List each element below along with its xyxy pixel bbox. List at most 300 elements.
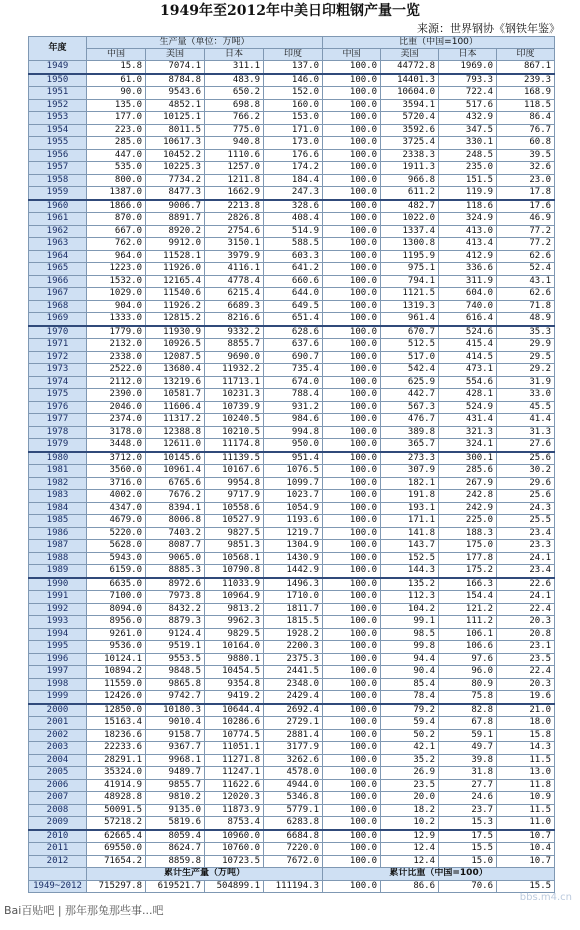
- value-cell: 1029.0: [87, 288, 146, 301]
- value-cell: 10527.9: [205, 515, 264, 528]
- value-cell: 100.0: [323, 87, 381, 100]
- value-cell: 12850.0: [87, 704, 146, 717]
- value-cell: 482.7: [381, 200, 439, 213]
- value-cell: 674.0: [264, 376, 323, 389]
- table-row: [29, 843, 555, 856]
- value-cell: 10240.5: [205, 414, 264, 427]
- value-cell: 100.0: [323, 99, 381, 112]
- value-cell: 10124.1: [87, 653, 146, 666]
- value-cell: 904.0: [87, 300, 146, 313]
- value-cell: 57218.2: [87, 817, 146, 830]
- value-cell: 153.0: [264, 112, 323, 125]
- value-cell: 100.0: [323, 376, 381, 389]
- value-cell: 3725.4: [381, 137, 439, 150]
- value-cell: 100.0: [323, 200, 381, 213]
- value-cell: 8011.5: [146, 124, 205, 137]
- table-row: [29, 527, 555, 540]
- value-cell: 412.9: [439, 250, 497, 263]
- value-cell: 20.0: [381, 792, 439, 805]
- value-cell: 931.2: [264, 401, 323, 414]
- value-cell: 100.0: [323, 137, 381, 150]
- value-cell: 10774.5: [205, 729, 264, 742]
- value-cell: 542.4: [381, 364, 439, 377]
- value-cell: 29.9: [497, 339, 555, 352]
- value-cell: 10145.6: [146, 452, 205, 465]
- year-cell: 2006: [29, 779, 87, 792]
- value-cell: 2374.0: [87, 414, 146, 427]
- value-cell: 365.7: [381, 439, 439, 452]
- summary-label-row: [29, 868, 555, 881]
- value-cell: 100.0: [323, 465, 381, 478]
- value-cell: 2213.8: [205, 200, 264, 213]
- value-cell: 413.4: [439, 238, 497, 251]
- value-cell: 8059.4: [146, 830, 205, 843]
- value-cell: 11139.5: [205, 452, 264, 465]
- value-cell: 11622.6: [205, 779, 264, 792]
- year-cell: 1994: [29, 628, 87, 641]
- value-cell: 14401.3: [381, 74, 439, 87]
- value-cell: 3150.1: [205, 238, 264, 251]
- value-cell: 8087.7: [146, 540, 205, 553]
- value-cell: 23.3: [497, 540, 555, 553]
- value-cell: 9124.4: [146, 628, 205, 641]
- year-header: 年度: [29, 37, 87, 61]
- value-cell: 9829.5: [205, 628, 264, 641]
- value-cell: 11051.1: [205, 742, 264, 755]
- value-cell: 428.1: [439, 389, 497, 402]
- year-cell: 1974: [29, 376, 87, 389]
- value-cell: 62.6: [497, 288, 555, 301]
- summary-cell: 504899.1: [205, 880, 264, 893]
- value-cell: 11540.6: [146, 288, 205, 301]
- value-cell: 160.0: [264, 99, 323, 112]
- year-cell: 1989: [29, 565, 87, 578]
- value-cell: 50.2: [381, 729, 439, 742]
- value-cell: 23.0: [497, 174, 555, 187]
- value-cell: 154.4: [439, 591, 497, 604]
- column-header: 日本: [439, 49, 497, 61]
- year-cell: 1986: [29, 527, 87, 540]
- value-cell: 25.5: [497, 515, 555, 528]
- value-cell: 9261.0: [87, 628, 146, 641]
- value-cell: 9813.2: [205, 603, 264, 616]
- value-cell: 79.2: [381, 704, 439, 717]
- value-cell: 11174.8: [205, 439, 264, 452]
- value-cell: 1442.9: [264, 565, 323, 578]
- value-cell: 1054.9: [264, 502, 323, 515]
- year-cell: 1999: [29, 691, 87, 704]
- value-cell: 11932.2: [205, 364, 264, 377]
- table-row: [29, 603, 555, 616]
- year-cell: 1975: [29, 389, 87, 402]
- value-cell: 15.8: [87, 61, 146, 74]
- value-cell: 588.5: [264, 238, 323, 251]
- value-cell: 2348.0: [264, 678, 323, 691]
- value-cell: 408.4: [264, 213, 323, 226]
- value-cell: 10167.6: [205, 465, 264, 478]
- table-row: [29, 300, 555, 313]
- value-cell: 9810.2: [146, 792, 205, 805]
- value-cell: 18.2: [381, 804, 439, 817]
- year-cell: 1997: [29, 666, 87, 679]
- value-cell: 7676.2: [146, 490, 205, 503]
- value-cell: 1110.6: [205, 149, 264, 162]
- value-cell: 347.5: [439, 124, 497, 137]
- value-cell: 100.0: [323, 855, 381, 868]
- value-cell: 59.4: [381, 717, 439, 730]
- value-cell: 625.9: [381, 376, 439, 389]
- value-cell: 24.6: [439, 792, 497, 805]
- value-cell: 100.0: [323, 149, 381, 162]
- value-cell: 8956.0: [87, 616, 146, 629]
- value-cell: 225.0: [439, 515, 497, 528]
- value-cell: 6765.6: [146, 477, 205, 490]
- value-cell: 10210.5: [205, 426, 264, 439]
- value-cell: 33.0: [497, 389, 555, 402]
- value-cell: 100.0: [323, 515, 381, 528]
- year-cell: 2012: [29, 855, 87, 868]
- value-cell: 100.0: [323, 817, 381, 830]
- value-cell: 2729.1: [264, 717, 323, 730]
- value-cell: 649.5: [264, 300, 323, 313]
- value-cell: 100.0: [323, 326, 381, 339]
- value-cell: 77.2: [497, 225, 555, 238]
- value-cell: 1193.6: [264, 515, 323, 528]
- value-cell: 10739.9: [205, 401, 264, 414]
- value-cell: 191.8: [381, 490, 439, 503]
- value-cell: 7734.2: [146, 174, 205, 187]
- value-cell: 535.0: [87, 162, 146, 175]
- column-header: 印度: [497, 49, 555, 61]
- value-cell: 616.4: [439, 313, 497, 326]
- value-cell: 9717.9: [205, 490, 264, 503]
- value-cell: 1779.0: [87, 326, 146, 339]
- value-cell: 41.4: [497, 414, 555, 427]
- value-cell: 12.9: [381, 830, 439, 843]
- value-cell: 27.6: [497, 439, 555, 452]
- year-cell: 1950: [29, 74, 87, 87]
- value-cell: 60.8: [497, 137, 555, 150]
- year-cell: 1962: [29, 225, 87, 238]
- value-cell: 483.9: [205, 74, 264, 87]
- value-cell: 100.0: [323, 351, 381, 364]
- value-cell: 10.2: [381, 817, 439, 830]
- value-cell: 1099.7: [264, 477, 323, 490]
- value-cell: 80.9: [439, 678, 497, 691]
- value-cell: 135.0: [87, 99, 146, 112]
- value-cell: 2375.3: [264, 653, 323, 666]
- value-cell: 2429.4: [264, 691, 323, 704]
- summary-cell: 111194.3: [264, 880, 323, 893]
- value-cell: 10790.8: [205, 565, 264, 578]
- value-cell: 11.8: [497, 779, 555, 792]
- value-cell: 41914.9: [87, 779, 146, 792]
- value-cell: 7100.0: [87, 591, 146, 604]
- value-cell: 9880.1: [205, 653, 264, 666]
- value-cell: 2881.4: [264, 729, 323, 742]
- value-cell: 10960.0: [205, 830, 264, 843]
- value-cell: 23.5: [381, 779, 439, 792]
- table-row: [29, 162, 555, 175]
- value-cell: 26.9: [381, 767, 439, 780]
- summary-cell: 715297.8: [87, 880, 146, 893]
- value-cell: 141.8: [381, 527, 439, 540]
- table-row: [29, 112, 555, 125]
- table-row: [29, 339, 555, 352]
- table-row: [29, 275, 555, 288]
- value-cell: 414.5: [439, 351, 497, 364]
- value-cell: 311.1: [205, 61, 264, 74]
- table-row: [29, 792, 555, 805]
- value-cell: 15163.4: [87, 717, 146, 730]
- value-cell: 1710.0: [264, 591, 323, 604]
- column-header: 印度: [264, 49, 323, 61]
- value-cell: 135.2: [381, 578, 439, 591]
- value-cell: 1022.0: [381, 213, 439, 226]
- value-cell: 10.7: [497, 855, 555, 868]
- value-cell: 235.0: [439, 162, 497, 175]
- value-cell: 9006.7: [146, 200, 205, 213]
- value-cell: 100.0: [323, 729, 381, 742]
- value-cell: 8885.3: [146, 565, 205, 578]
- value-cell: 7220.0: [264, 843, 323, 856]
- value-cell: 30.2: [497, 465, 555, 478]
- year-cell: 1958: [29, 174, 87, 187]
- value-cell: 10604.0: [381, 87, 439, 100]
- value-cell: 166.3: [439, 578, 497, 591]
- value-cell: 604.0: [439, 288, 497, 301]
- value-cell: 975.1: [381, 263, 439, 276]
- value-cell: 8920.2: [146, 225, 205, 238]
- value-cell: 43.1: [497, 275, 555, 288]
- value-cell: 5779.1: [264, 804, 323, 817]
- value-cell: 514.9: [264, 225, 323, 238]
- value-cell: 90.4: [381, 666, 439, 679]
- value-cell: 15.3: [439, 817, 497, 830]
- value-cell: 50091.5: [87, 804, 146, 817]
- value-cell: 9827.5: [205, 527, 264, 540]
- value-cell: 950.0: [264, 439, 323, 452]
- value-cell: 20.3: [497, 678, 555, 691]
- value-cell: 98.5: [381, 628, 439, 641]
- value-cell: 82.8: [439, 704, 497, 717]
- value-cell: 20.8: [497, 628, 555, 641]
- value-cell: 1223.0: [87, 263, 146, 276]
- value-cell: 22.4: [497, 603, 555, 616]
- year-cell: 2004: [29, 754, 87, 767]
- table-row: [29, 187, 555, 200]
- value-cell: 100.0: [323, 691, 381, 704]
- value-cell: 100.0: [323, 238, 381, 251]
- value-cell: 10.9: [497, 792, 555, 805]
- value-cell: 45.5: [497, 401, 555, 414]
- value-cell: 14.3: [497, 742, 555, 755]
- value-cell: 11930.9: [146, 326, 205, 339]
- value-cell: 100.0: [323, 339, 381, 352]
- value-cell: 11.5: [497, 754, 555, 767]
- value-cell: 23.4: [497, 565, 555, 578]
- value-cell: 100.0: [323, 628, 381, 641]
- ratio-group-header: 比重（中国=100）: [323, 37, 555, 49]
- value-cell: 11873.9: [205, 804, 264, 817]
- table-row: [29, 779, 555, 792]
- value-cell: 9354.8: [205, 678, 264, 691]
- value-cell: 10964.9: [205, 591, 264, 604]
- table-row: [29, 263, 555, 276]
- value-cell: 137.0: [264, 61, 323, 74]
- value-cell: 524.9: [439, 401, 497, 414]
- value-cell: 12426.0: [87, 691, 146, 704]
- value-cell: 9367.7: [146, 742, 205, 755]
- value-cell: 18236.6: [87, 729, 146, 742]
- value-cell: 9912.0: [146, 238, 205, 251]
- value-cell: 171.1: [381, 515, 439, 528]
- table-row: [29, 426, 555, 439]
- value-cell: 1928.2: [264, 628, 323, 641]
- value-cell: 11528.1: [146, 250, 205, 263]
- value-cell: 75.8: [439, 691, 497, 704]
- value-cell: 118.5: [497, 99, 555, 112]
- value-cell: 59.1: [439, 729, 497, 742]
- value-cell: 100.0: [323, 779, 381, 792]
- baidu-tieba-watermark: Bai百贴吧 | 那年那兔那些事...吧: [4, 904, 164, 917]
- value-cell: 8624.7: [146, 843, 205, 856]
- value-cell: 6159.0: [87, 565, 146, 578]
- table-row: [29, 99, 555, 112]
- year-cell: 2001: [29, 717, 87, 730]
- value-cell: 8784.8: [146, 74, 205, 87]
- value-cell: 100.0: [323, 61, 381, 74]
- year-cell: 1960: [29, 200, 87, 213]
- year-cell: 1969: [29, 313, 87, 326]
- value-cell: 6635.0: [87, 578, 146, 591]
- value-cell: 48928.8: [87, 792, 146, 805]
- table-row: [29, 704, 555, 717]
- value-cell: 119.9: [439, 187, 497, 200]
- value-cell: 100.0: [323, 124, 381, 137]
- column-header: 日本: [205, 49, 264, 61]
- value-cell: 3716.0: [87, 477, 146, 490]
- value-cell: 118.6: [439, 200, 497, 213]
- year-cell: 1984: [29, 502, 87, 515]
- value-cell: 11317.2: [146, 414, 205, 427]
- table-row: [29, 855, 555, 868]
- value-cell: 10286.6: [205, 717, 264, 730]
- value-cell: 10581.7: [146, 389, 205, 402]
- table-row: [29, 678, 555, 691]
- value-cell: 8855.7: [205, 339, 264, 352]
- value-cell: 100.0: [323, 804, 381, 817]
- value-cell: 100.0: [323, 288, 381, 301]
- value-cell: 517.6: [439, 99, 497, 112]
- production-group-header: 生产量（单位：万吨）: [87, 37, 323, 49]
- value-cell: 13680.4: [146, 364, 205, 377]
- value-cell: 2200.3: [264, 641, 323, 654]
- value-cell: 4778.4: [205, 275, 264, 288]
- value-cell: 4116.1: [205, 263, 264, 276]
- year-cell: 1954: [29, 124, 87, 137]
- value-cell: 9519.1: [146, 641, 205, 654]
- table-row: [29, 578, 555, 591]
- value-cell: 12.4: [381, 843, 439, 856]
- value-cell: 35324.0: [87, 767, 146, 780]
- year-cell: 1985: [29, 515, 87, 528]
- value-cell: 100.0: [323, 742, 381, 755]
- value-cell: 10164.0: [205, 641, 264, 654]
- year-cell: 1993: [29, 616, 87, 629]
- value-cell: 242.8: [439, 490, 497, 503]
- value-cell: 1662.9: [205, 187, 264, 200]
- value-cell: 100.0: [323, 704, 381, 717]
- value-cell: 267.9: [439, 477, 497, 490]
- value-cell: 100.0: [323, 527, 381, 540]
- year-cell: 1959: [29, 187, 87, 200]
- value-cell: 940.8: [205, 137, 264, 150]
- value-cell: 23.1: [497, 641, 555, 654]
- value-cell: 100.0: [323, 540, 381, 553]
- site-watermark-url: bbs.m4.cn: [519, 892, 572, 903]
- value-cell: 100.0: [323, 678, 381, 691]
- table-row: [29, 213, 555, 226]
- value-cell: 85.4: [381, 678, 439, 691]
- value-cell: 146.0: [264, 74, 323, 87]
- value-cell: 15.5: [439, 843, 497, 856]
- value-cell: 740.0: [439, 300, 497, 313]
- summary-row: [29, 880, 555, 893]
- value-cell: 100.0: [323, 843, 381, 856]
- value-cell: 39.8: [439, 754, 497, 767]
- value-cell: 11606.4: [146, 401, 205, 414]
- value-cell: 6684.8: [264, 830, 323, 843]
- year-cell: 1951: [29, 87, 87, 100]
- year-cell: 2003: [29, 742, 87, 755]
- value-cell: 2754.6: [205, 225, 264, 238]
- value-cell: 11271.8: [205, 754, 264, 767]
- value-cell: 23.4: [497, 527, 555, 540]
- year-cell: 1955: [29, 137, 87, 150]
- value-cell: 175.0: [439, 540, 497, 553]
- value-cell: 62665.4: [87, 830, 146, 843]
- summary-year-range: 1949~2012: [29, 880, 87, 893]
- table-row: [29, 149, 555, 162]
- value-cell: 143.7: [381, 540, 439, 553]
- table-row: [29, 729, 555, 742]
- value-cell: 8394.1: [146, 502, 205, 515]
- value-cell: 3594.1: [381, 99, 439, 112]
- value-cell: 100.0: [323, 426, 381, 439]
- value-cell: 31.3: [497, 426, 555, 439]
- table-row: [29, 591, 555, 604]
- value-cell: 5220.0: [87, 527, 146, 540]
- value-cell: 100.0: [323, 565, 381, 578]
- value-cell: 151.5: [439, 174, 497, 187]
- value-cell: 12020.3: [205, 792, 264, 805]
- column-header: 中国: [323, 49, 381, 61]
- value-cell: 12165.4: [146, 275, 205, 288]
- value-cell: 67.8: [439, 717, 497, 730]
- value-cell: 8891.7: [146, 213, 205, 226]
- year-cell: 1972: [29, 351, 87, 364]
- value-cell: 174.2: [264, 162, 323, 175]
- value-cell: 8432.2: [146, 603, 205, 616]
- table-row: [29, 465, 555, 478]
- year-cell: 1971: [29, 339, 87, 352]
- value-cell: 10.4: [497, 843, 555, 856]
- value-cell: 554.6: [439, 376, 497, 389]
- table-row: [29, 767, 555, 780]
- value-cell: 21.0: [497, 704, 555, 717]
- value-cell: 100.0: [323, 767, 381, 780]
